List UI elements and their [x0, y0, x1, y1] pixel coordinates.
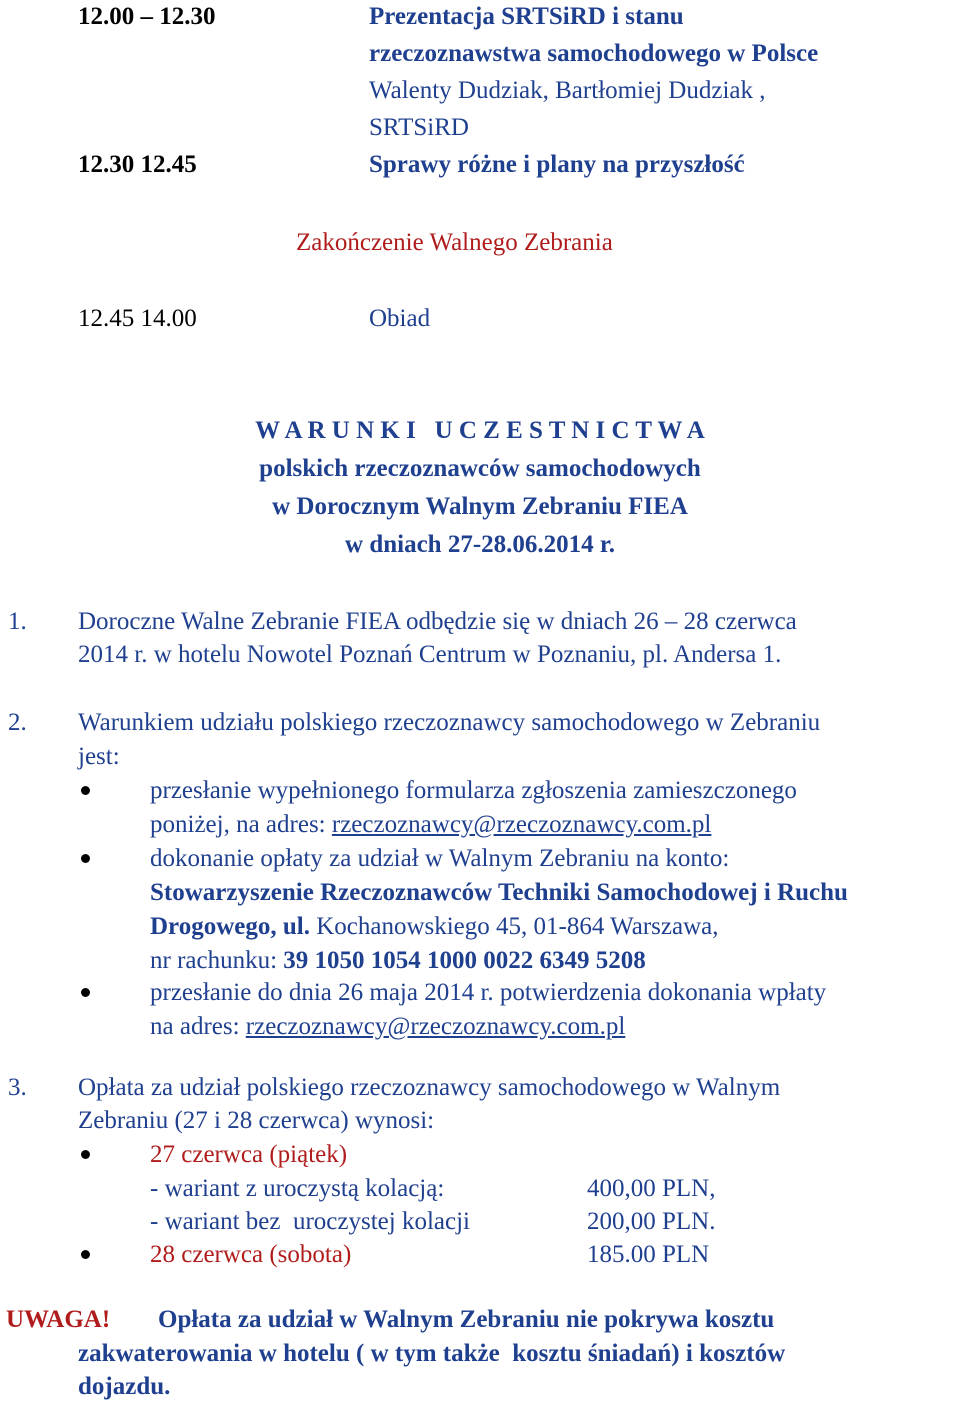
point-2-bullet-3-line-2 — [150, 1010, 625, 1044]
variant-2-price: 200,00 PLN. — [587, 1208, 716, 1235]
day-2-label: 28 czerwca (sobota) — [150, 1241, 352, 1268]
point-2-line-2: jest: — [78, 743, 120, 770]
note-line-2: zakwaterowania w hotelu ( w tym także kosztu śniadań) i kosztów — [78, 1340, 786, 1367]
agenda-time-3: 12.45 14.00 — [78, 305, 197, 332]
agenda-speakers-1b: SRTSiRD — [369, 114, 469, 141]
note-label: UWAGA! — [6, 1306, 111, 1333]
conditions-subheading-1: polskich rzeczoznawców samochodowych — [259, 455, 701, 482]
agenda-title-3: Obiad — [369, 305, 431, 332]
bullet-icon — [81, 786, 90, 795]
point-2-bullet-1-line-2 — [150, 808, 711, 842]
variant-1-label: - wariant z uroczystą kolacją: — [150, 1175, 445, 1202]
point-2-bullet-3-line-1: przesłanie do dnia 26 maja 2014 r. potwierdzenia dokonania wpłaty — [150, 979, 827, 1006]
bullet-icon — [81, 988, 90, 997]
address-label: na adres: — [150, 1013, 246, 1040]
conditions-subheading-3: w dniach 27-28.06.2014 r. — [345, 531, 615, 558]
agenda-title-1a: Prezentacja SRTSiRD i stanu — [369, 3, 684, 30]
point-2-bullet-2-line-1: dokonanie opłaty za udział w Walnym Zebraniu na konto: — [150, 845, 730, 872]
point-1-number: 1. — [8, 608, 27, 635]
closing-line: Zakończenie Walnego Zebrania — [296, 229, 613, 256]
association-name-end: Drogowego, ul. — [150, 913, 310, 940]
point-2-bullet-2-line-3 — [150, 910, 719, 944]
agenda-title-2: Sprawy różne i plany na przyszłość — [369, 151, 745, 178]
address-label: poniżej, na adres: — [150, 811, 332, 838]
bullet-icon — [81, 1250, 90, 1259]
account-number: 39 1050 1054 1000 0022 6349 5208 — [283, 947, 646, 974]
point-1-line-2: 2014 r. w hotelu Nowotel Poznań Centrum w Poznaniu, pl. Andersa 1. — [78, 641, 782, 668]
day-2-price: 185.00 PLN — [587, 1241, 710, 1268]
point-3-line-1: Opłata za udział polskiego rzeczoznawcy samochodowego w Walnym — [78, 1074, 781, 1101]
email-link-1[interactable]: rzeczoznawcy@rzeczoznawcy.com.pl — [331, 811, 712, 838]
association-name: Stowarzyszenie Rzeczoznawców Techniki Samochodowej i Ruchu — [150, 879, 848, 906]
point-2-line-1: Warunkiem udziału polskiego rzeczoznawcy samochodowego w Zebraniu — [78, 709, 821, 736]
street-address: Kochanowskiego 45, 01-864 Warszawa, — [309, 913, 719, 940]
note-line-3: dojazdu. — [78, 1373, 171, 1400]
point-3-line-2: Zebraniu (27 i 28 czerwca) wynosi: — [78, 1107, 435, 1134]
account-label: nr rachunku: — [150, 947, 284, 974]
note-line-1: Opłata za udział w Walnym Zebraniu nie pokrywa kosztu — [158, 1306, 775, 1333]
point-2-number: 2. — [8, 709, 27, 736]
agenda-time-1: 12.00 – 12.30 — [78, 3, 216, 30]
conditions-subheading-2: w Dorocznym Walnym Zebraniu FIEA — [272, 493, 688, 520]
point-1-line-1: Doroczne Walne Zebranie FIEA odbędzie się w dniach 26 – 28 czerwca — [78, 608, 797, 635]
conditions-heading: W A R U N K I U C Z E S T N I C T W A — [255, 417, 705, 444]
variant-1-price: 400,00 PLN, — [587, 1175, 716, 1202]
bank-account-line — [150, 944, 646, 978]
bullet-icon — [81, 1150, 90, 1159]
variant-2-label: - wariant bez uroczystej kolacji — [150, 1208, 470, 1235]
agenda-speakers-1a: Walenty Dudziak, Bartłomiej Dudziak , — [369, 77, 766, 104]
day-1-label: 27 czerwca (piątek) — [150, 1141, 348, 1168]
bullet-icon — [81, 854, 90, 863]
point-3-number: 3. — [8, 1074, 27, 1101]
point-2-bullet-1-line-1: przesłanie wypełnionego formularza zgłoszenia zamieszczonego — [150, 777, 797, 804]
agenda-title-1b: rzeczoznawstwa samochodowego w Polsce — [369, 40, 819, 67]
email-link-2[interactable]: rzeczoznawcy@rzeczoznawcy.com.pl — [245, 1013, 626, 1040]
agenda-time-2: 12.30 12.45 — [78, 151, 197, 178]
